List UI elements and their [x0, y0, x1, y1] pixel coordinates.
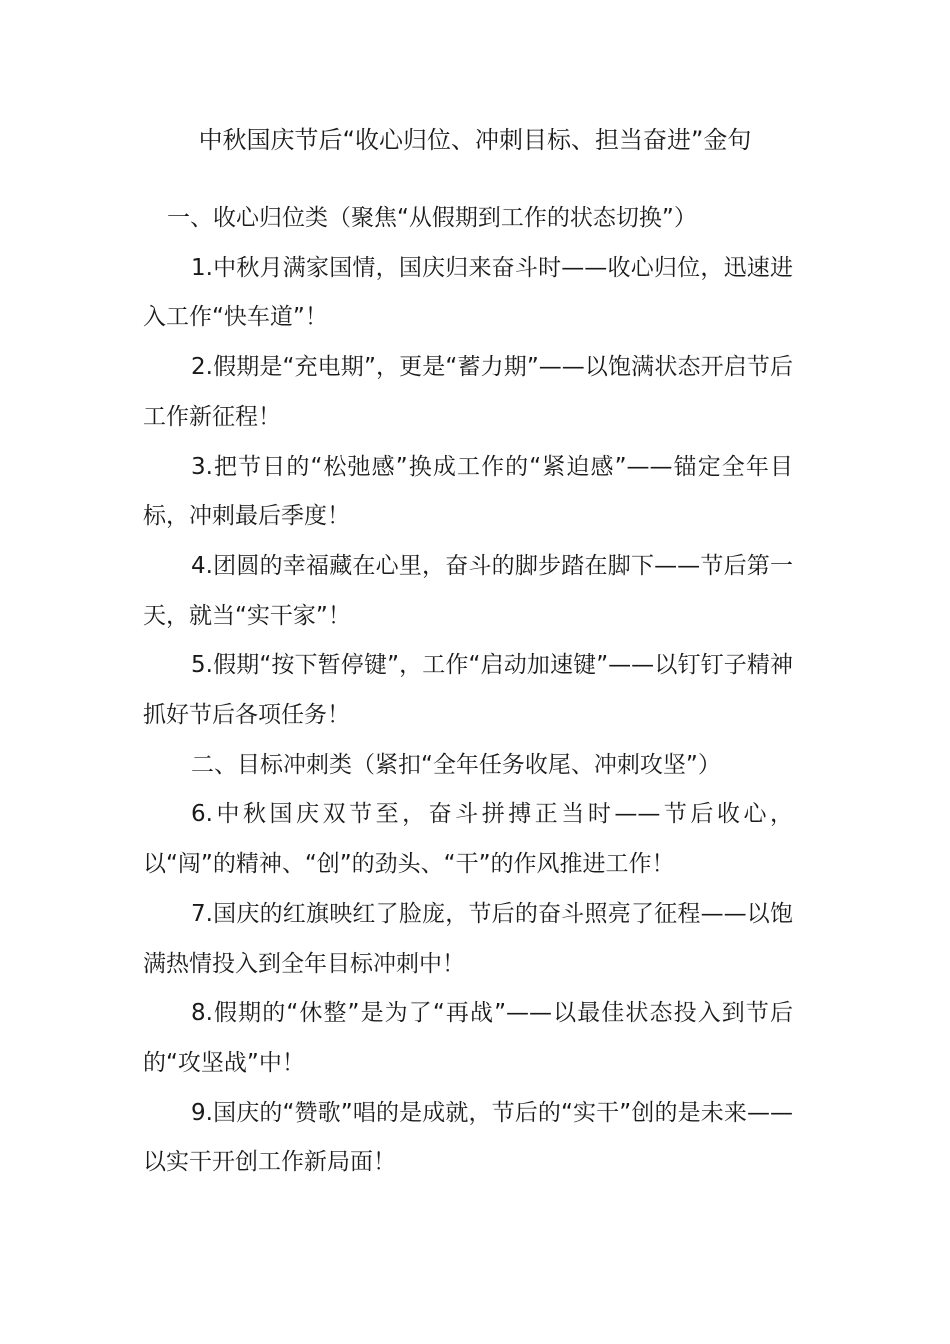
quote-paragraph-2: 2.假期是“充电期”，更是“蓄力期”——以饱满状态开启节后工作新征程！ [143, 354, 793, 430]
quote-paragraph-7: 7.国庆的红旗映红了脸庞，节后的奋斗照亮了征程——以饱满热情投入到全年目标冲刺中！ [143, 900, 793, 977]
quote-paragraph-1: 1.中秋月满家国情，国庆归来奋斗时——收心归位，迅速进入工作“快车道”！ [143, 254, 793, 331]
quote-paragraph-3: 3.把节日的“松弛感”换成工作的“紧迫感”——锚定全年目标，冲刺最后季度！ [143, 453, 793, 530]
section-heading-2: 二、目标冲刺类（紧扣“全年任务收尾、冲刺攻坚”） [191, 751, 721, 778]
quote-paragraph-9: 9.国庆的“赞歌”唱的是成就，节后的“实干”创的是未来——以实干开创工作新局面！ [143, 1099, 793, 1176]
document-title: 中秋国庆节后“收心归位、冲刺目标、担当奋进”金句 [198, 126, 752, 154]
quote-paragraph-6: 6.中秋国庆双节至，奋斗拼搏正当时——节后收心，以“闯”的精神、“创”的劲头、“干”的作风推进工作！ [143, 801, 793, 878]
quote-paragraph-5: 5.假期“按下暂停键”，工作“启动加速键”——以钉钉子精神抓好节后各项任务！ [143, 652, 793, 729]
quote-paragraph-4: 4.团圆的幸福藏在心里，奋斗的脚步踏在脚下——节后第一天，就当“实干家”！ [143, 552, 793, 629]
document-body [143, 194, 793, 1188]
quote-paragraph-8: 8.假期的“休整”是为了“再战”——以最佳状态投入到节后的“攻坚战”中！ [143, 1000, 793, 1076]
section-heading-1: 一、收心归位类（聚焦“从假期到工作的状态切换”） [167, 205, 697, 231]
